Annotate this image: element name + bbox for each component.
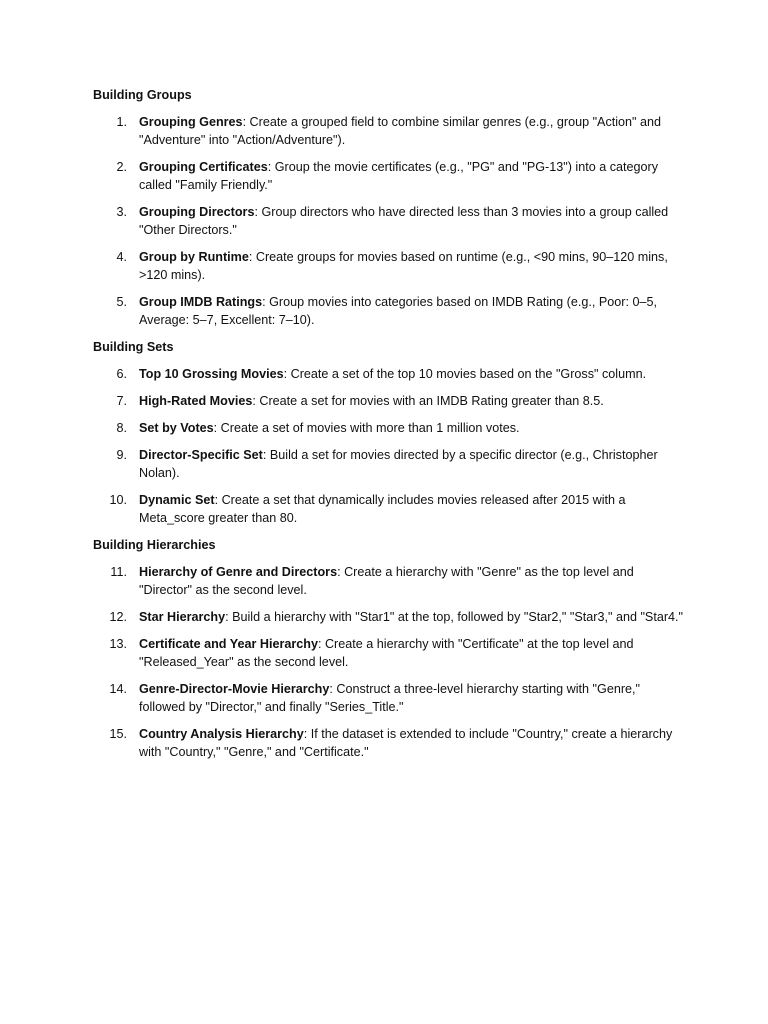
item-text: : Create a set that dynamically includes movies released after 2015 with a Meta_score greater than 80. <box>139 493 626 525</box>
item-term: Country Analysis Hierarchy <box>139 727 304 741</box>
item-text: : Create a grouped field to combine similar genres (e.g., group "Action" and "Adventure" into "Action/Adventure"). <box>139 115 662 147</box>
item-number: 8. <box>116 421 127 435</box>
item-number: 1. <box>116 115 127 129</box>
item-text: : Build a hierarchy with "Star1" at the top, followed by "Star2," "Star3," and "Star4." <box>225 610 683 624</box>
list-item <box>93 725 683 761</box>
item-number: 5. <box>116 295 127 309</box>
item-term: Group by Runtime <box>139 250 249 264</box>
item-term: Grouping Directors <box>139 205 255 219</box>
list-item <box>93 158 683 194</box>
item-text: : Create groups for movies based on runtime (e.g., <90 mins, 90–120 mins, >120 mins). <box>139 250 668 282</box>
item-number: 11. <box>110 565 127 579</box>
item-term: Genre-Director-Movie Hierarchy <box>139 682 330 696</box>
item-term: Grouping Genres <box>139 115 243 129</box>
list-item <box>93 680 683 716</box>
item-text: : Group the movie certificates (e.g., "PG" and "PG-13") into a category called "Family Friendly." <box>139 160 659 192</box>
numbered-list <box>93 365 683 527</box>
item-term: Dynamic Set <box>139 493 215 507</box>
list-item <box>93 491 683 527</box>
section-heading: Building Sets <box>93 340 174 354</box>
item-number: 14. <box>109 682 127 696</box>
document-page <box>93 86 683 770</box>
section-building-groups <box>93 86 683 329</box>
list-item <box>93 608 683 626</box>
item-text: : Group directors who have directed less than 3 movies into a group called "Other Directors." <box>139 205 669 237</box>
section-heading: Building Groups <box>93 88 192 102</box>
item-term: Director-Specific Set <box>139 448 263 462</box>
list-item <box>93 635 683 671</box>
section-building-sets <box>93 338 683 527</box>
list-item <box>93 113 683 149</box>
item-number: 7. <box>116 394 127 408</box>
item-number: 15. <box>109 727 127 741</box>
list-item <box>93 446 683 482</box>
item-number: 12. <box>109 610 127 624</box>
item-number: 2. <box>116 160 127 174</box>
item-text: : Create a set of the top 10 movies based on the "Gross" column. <box>283 367 647 381</box>
list-item <box>93 419 683 437</box>
item-number: 13. <box>109 637 127 651</box>
item-text: : Construct a three-level hierarchy starting with "Genre," followed by "Director," and finally "Series_Title." <box>139 682 640 714</box>
item-number: 9. <box>116 448 127 462</box>
item-text: : Build a set for movies directed by a specific director (e.g., Christopher Nolan). <box>139 448 658 480</box>
list-item <box>93 248 683 284</box>
item-term: High-Rated Movies <box>139 394 253 408</box>
item-term: Certificate and Year Hierarchy <box>139 637 318 651</box>
item-term: Top 10 Grossing Movies <box>139 367 284 381</box>
item-text: : Create a set for movies with an IMDB Rating greater than 8.5. <box>252 394 604 408</box>
list-item <box>93 392 683 410</box>
item-text: : Create a hierarchy with "Certificate" at the top level and "Released_Year" as the second level. <box>139 637 634 669</box>
item-text: : If the dataset is extended to include "Country," create a hierarchy with "Country," "Genre," and "Certificate." <box>139 727 673 759</box>
numbered-list <box>93 563 683 761</box>
item-number: 4. <box>116 250 127 264</box>
section-building-hierarchies <box>93 536 683 761</box>
list-item <box>93 203 683 239</box>
item-number: 6. <box>116 367 127 381</box>
item-term: Star Hierarchy <box>139 610 226 624</box>
item-term: Group IMDB Ratings <box>139 295 263 309</box>
item-text: : Group movies into categories based on IMDB Rating (e.g., Poor: 0–5, Average: 5–7, Excellent: 7–10). <box>139 295 657 327</box>
section-heading: Building Hierarchies <box>93 538 216 552</box>
item-number: 3. <box>116 205 127 219</box>
list-item <box>93 365 683 383</box>
list-item <box>93 293 683 329</box>
list-item <box>93 563 683 599</box>
numbered-list <box>93 113 683 329</box>
item-text: : Create a set of movies with more than 1 million votes. <box>213 421 520 435</box>
item-number: 10. <box>109 493 127 507</box>
item-term: Grouping Certificates <box>139 160 268 174</box>
item-text: : Create a hierarchy with "Genre" as the top level and "Director" as the second level. <box>139 565 634 597</box>
item-term: Set by Votes <box>139 421 214 435</box>
item-term: Hierarchy of Genre and Directors <box>139 565 338 579</box>
